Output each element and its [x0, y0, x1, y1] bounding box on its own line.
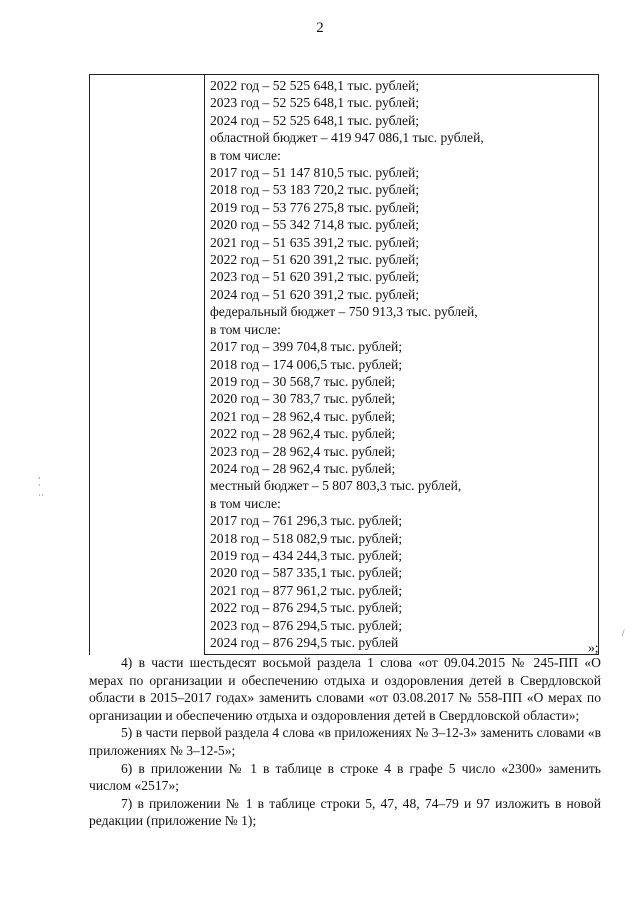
table-line: 2018 год – 174 006,5 тыс. рублей; [210, 356, 403, 372]
table-line: 2021 год – 877 961,2 тыс. рублей; [210, 582, 403, 598]
scan-speck-mark: / [622, 628, 625, 638]
table-line: федеральный бюджет – 750 913,3 тыс. рублей, [210, 304, 478, 320]
table-line: 2018 год – 518 082,9 тыс. рублей; [210, 530, 403, 546]
table-line: 2020 год – 30 783,7 тыс. рублей; [210, 391, 396, 407]
table-line: 2023 год – 28 962,4 тыс. рублей; [210, 443, 396, 459]
table-line: 2020 год – 587 335,1 тыс. рублей; [210, 565, 403, 581]
scan-speck-mark: , · ·· [38, 470, 44, 500]
table-line: 2017 год – 761 296,3 тыс. рублей; [210, 513, 403, 529]
amendment-item-4: 4) в части шестьдесят восьмой раздела 1 слова «от 09.04.2015 № 245-ПП «О мерах по организации и обеспечению отдыха и оздоровления детей в Свердловской области в 2015–2017 годах» заменить словами «от 03.08.2017 № 558-ПП «О мерах по организации и обеспечению отдыха и оздоровления детей в Свердловской области»; [89, 655, 601, 723]
table-line: 2024 год – 51 620 391,2 тыс. рублей; [210, 286, 420, 302]
table-line: 2022 год – 51 620 391,2 тыс. рублей; [210, 252, 420, 268]
table-line: 2023 год – 876 294,5 тыс. рублей; [210, 617, 403, 633]
table-line: 2024 год – 28 962,4 тыс. рублей; [210, 460, 396, 476]
amendment-item-5: 5) в части первой раздела 4 слова «в приложениях № 3–12-3» заменить словами «в приложениях № 3–12-5»; [89, 725, 601, 758]
amendment-paragraphs [89, 654, 601, 830]
closing-quote-mark: »; [588, 640, 599, 655]
table-column-divider [204, 75, 205, 655]
table-line: 2022 год – 876 294,5 тыс. рублей; [210, 600, 403, 616]
table-line: 2023 год – 51 620 391,2 тыс. рублей; [210, 269, 420, 285]
table-line: в том числе: [210, 495, 281, 511]
table-line: в том числе: [210, 321, 281, 337]
table-line: 2024 год – 52 525 648,1 тыс. рублей; [210, 112, 420, 128]
table-line: в том числе: [210, 147, 281, 163]
table-line: 2022 год – 28 962,4 тыс. рублей; [210, 426, 396, 442]
table-line: 2021 год – 28 962,4 тыс. рублей; [210, 408, 396, 424]
amendment-item-7: 7) в приложении № 1 в таблице строки 5, 47, 48, 74–79 и 97 изложить в новой редакции (приложение № 1); [89, 795, 601, 829]
table-line: 2020 год – 55 342 714,8 тыс. рублей; [210, 217, 420, 233]
funding-lines [210, 77, 484, 651]
table-line: 2019 год – 434 244,3 тыс. рублей; [210, 547, 403, 563]
table-line: 2017 год – 399 704,8 тыс. рублей; [210, 339, 403, 355]
table-line: местный бюджет – 5 807 803,3 тыс. рублей, [210, 478, 462, 494]
table-line: 2017 год – 51 147 810,5 тыс. рублей; [210, 165, 420, 181]
amendment-item-6: 6) в приложении № 1 в таблице в строке 4 в графе 5 число «2300» заменить числом «2517»; [89, 760, 601, 794]
table-line: 2024 год – 876 294,5 тыс. рублей [210, 635, 399, 650]
table-line: 2019 год – 53 776 275,8 тыс. рублей; [210, 199, 420, 215]
table-line: 2019 год – 30 568,7 тыс. рублей; [210, 373, 396, 389]
table-line: 2021 год – 51 635 391,2 тыс. рублей; [210, 234, 420, 250]
table-line: областной бюджет – 419 947 086,1 тыс. рублей, [210, 130, 484, 146]
program-table [89, 74, 599, 655]
table-line: 2022 год – 52 525 648,1 тыс. рублей; [210, 78, 420, 93]
table-line: 2018 год – 53 183 720,2 тыс. рублей; [210, 182, 420, 198]
page-number: 2 [316, 20, 324, 36]
table-line: 2023 год – 52 525 648,1 тыс. рублей; [210, 95, 420, 111]
